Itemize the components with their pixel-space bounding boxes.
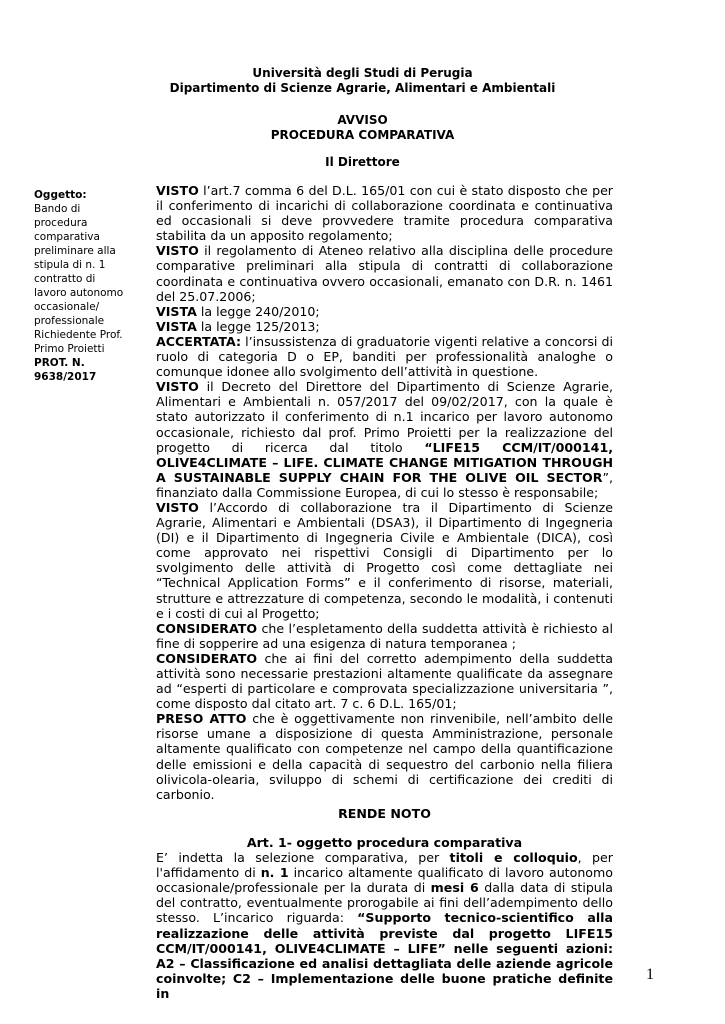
subject-label: Oggetto: (34, 189, 87, 201)
paragraph (156, 334, 613, 379)
paragraph (156, 711, 613, 802)
paragraph-text: che è oggettivamente non rinvenibile, nell’ambito delle risorse umane a disposizione di questa Amministrazione, personale altamente qualificato con competenze nel campo della quantificazione delle emissioni e della capacità di sequestro del carbonio nella filiera olivicola-olearia, sviluppo di schemi di certificazione dei crediti di carbonio. (156, 711, 614, 802)
paragraph (156, 304, 613, 319)
paragraph (156, 500, 613, 621)
page-number: 1 (646, 966, 654, 983)
text-run: , per l'affidamento di (156, 850, 613, 881)
paragraph-lead: VISTO (156, 183, 199, 198)
text-run: incarico altamente qualificato di lavoro autonomo occasionale/professionale per la durata di (156, 865, 613, 896)
paragraph (156, 651, 613, 711)
protocol-label: PROT. N. (34, 357, 85, 369)
paragraph-lead: PRESO ATTO (156, 711, 247, 727)
paragraph (156, 319, 613, 334)
paragraph-lead: VISTO (156, 499, 199, 515)
director-heading: Il Direttore (325, 155, 400, 169)
paragraph-text: il Decreto del Direttore del Dipartimento di Scienze Agrarie, Alimentari e Ambientali n. 057/2017 del 09/02/2017, con la quale è stato autorizzato il conferimento di n.1 incarico per lavoro autonomo occasionale, richiesto dal prof. Primo Proietti per la realizzazione del progetto di ricerca dal titolo (156, 379, 613, 455)
paragraph (156, 379, 613, 500)
procedure-title: PROCEDURA COMPARATIVA (270, 128, 455, 142)
article-1-title: Art. 1- oggetto procedura comparativa (246, 834, 523, 850)
notice-heading (0, 113, 725, 143)
paragraph (156, 243, 613, 303)
department-name: Dipartimento di Scienze Agrarie, Alimentari e Ambientali (169, 81, 556, 95)
project-title: “LIFE15 CCM/IT/000141, OLIVE4CLIMATE – LIFE. CLIMATE CHANGE MITIGATION THROUGH A SUSTAINABLE SUPPLY CHAIN FOR THE OLIVE OIL SECTOR (156, 439, 613, 485)
paragraph-text: l’insussistenza di graduatorie vigenti relative a concorsi di ruolo di categoria D o EP, banditi per professionalità analoghe o comunque idonee allo svolgimento dell’attività in questione. (156, 333, 613, 380)
paragraph-text: l’Accordo di collaborazione tra il Dipartimento di Scienze Agrarie, Alimentari e Ambientali (DSA3), il Dipartimento di Ingegneria (DI) e il Dipartimento di Ingegneria Civile e Ambientale (DICA), così come approvato nei rispettivi Consigli di Dipartimento per lo svolgimento delle attività di Progetto così come dettagliate nei “Technical Application Forms” e il conferimento di risorse, materiali, strutture e attrezzature di competenza, secondo le modalità, i contenuti e i costi di cui al Progetto; (156, 499, 613, 621)
protocol-number: 9638/2017 (34, 371, 97, 383)
text-run: E’ indetta la selezione comparativa, per (156, 850, 450, 866)
paragraph-lead: VISTA (156, 303, 197, 319)
paragraph-lead: VISTO (156, 243, 199, 259)
subject-text: Bando di procedura comparativa preliminare alla stipula di n. 1 contratto di lavoro autonomo occasionale/ professionale Richiedente Prof. Primo Proietti (34, 203, 124, 355)
paragraph (156, 621, 613, 651)
text-run-bold: titoli e colloquio (449, 850, 578, 866)
paragraph-text: ”, finanziato dalla Commissione Europea, di cui lo stesso è responsabile; (156, 469, 613, 500)
paragraph-text: la legge 125/2013; (196, 318, 320, 334)
paragraph-text: che l’espletamento della suddetta attività è richiesto al fine di sopperire ad una esigenza di natura temporanea ; (156, 620, 613, 651)
paragraph-text: che ai fini del corretto adempimento della suddetta attività sono necessarie prestazioni altamente qualificate da assegnare ad “esperti di particolare e comprovata specializzazione universitaria ”, come disposto dal citato art. 7 c. 6 D.L. 165/01; (156, 650, 613, 712)
subject-sidebar (34, 188, 126, 384)
paragraph-text: la legge 240/2010; (196, 303, 320, 319)
paragraph-lead: VISTO (156, 379, 199, 395)
notice-type: AVVISO (337, 113, 388, 127)
paragraph-lead: VISTA (156, 318, 197, 334)
paragraph-lead: CONSIDERATO (156, 650, 258, 666)
document-body (156, 183, 613, 1001)
text-run-bold: “Supporto tecnico-scientifico alla realizzazione delle attività previste dal progetto LIFE15 CCM/IT/000141, OLIVE4CLIMATE – LIFE” nelle seguenti azioni: A2 – Classificazione ed analisi dettagliata delle aziende agricole coinvolte; C2 – Implementazione delle buone pratiche definite in (156, 910, 613, 1001)
paragraph-text: l’art.7 comma 6 del D.L. 165/01 con cui è stato disposto che per il conferimento di incarichi di collaborazione coordinata e continuativa ed occasionali si deve provvedere tramite procedura comparativa stabilita da un apposito regolamento; (156, 183, 613, 244)
article-1-text (156, 850, 613, 1001)
paragraph-lead: ACCERTATA: (156, 333, 241, 349)
text-run: dalla data di stipula del contratto, eventualmente prorogabile ai fini dell’adempimento dello stesso. L’incarico riguarda: (156, 880, 614, 926)
document-header (0, 66, 725, 96)
text-run-bold: n. 1 (260, 865, 289, 881)
text-run-bold: mesi 6 (430, 880, 479, 896)
university-name: Università degli Studi di Perugia (252, 66, 473, 80)
rende-noto-heading: RENDE NOTO (338, 805, 431, 821)
paragraph-lead: CONSIDERATO (156, 620, 258, 636)
paragraph (156, 183, 613, 243)
paragraph-text: il regolamento di Ateneo relativo alla disciplina delle procedure comparative preliminari alla stipula di contratti di collaborazione coordinata e continuativa ovvero occasionali, emanato con D.R. n. 1461 del 25.07.2006; (156, 243, 613, 304)
